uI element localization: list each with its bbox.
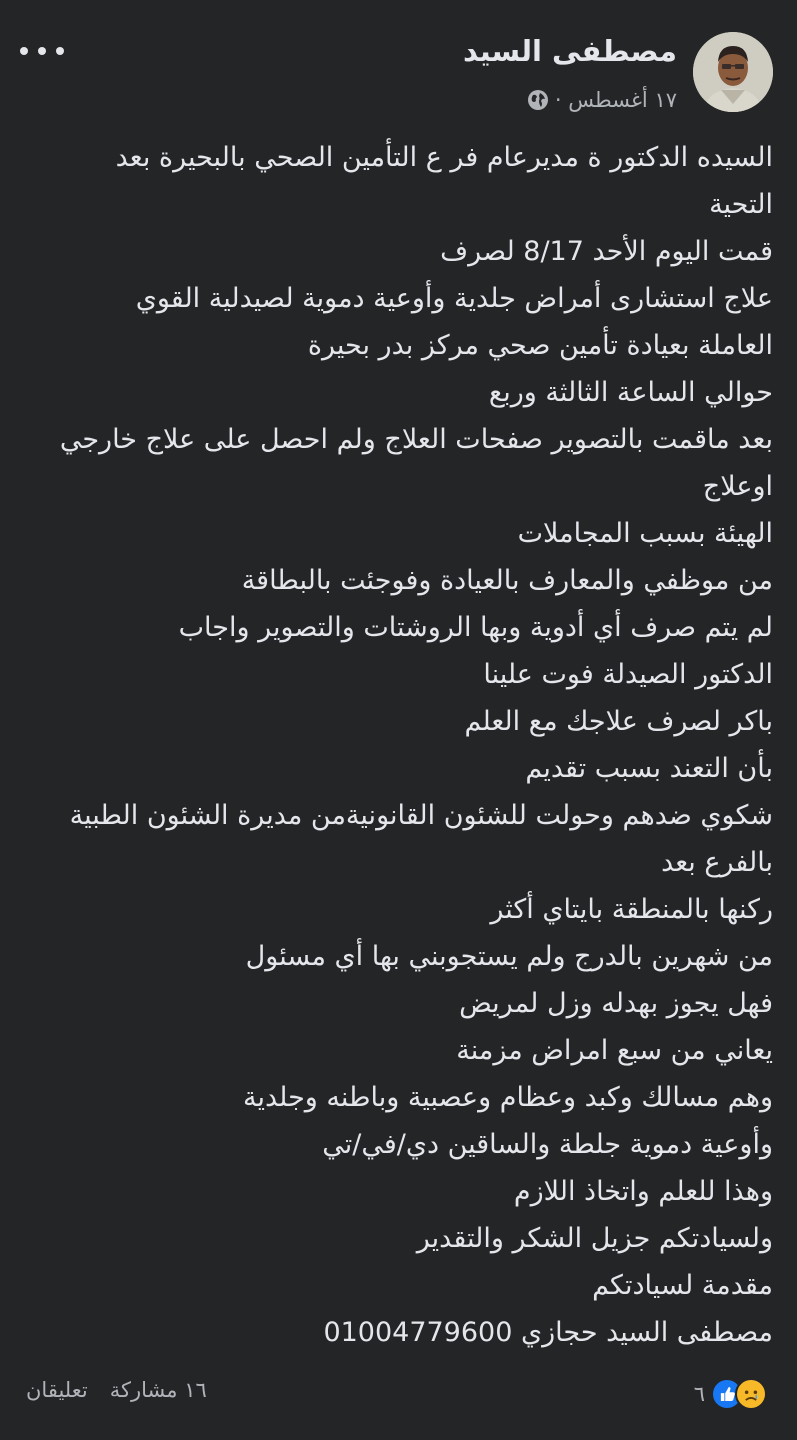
more-options-icon xyxy=(20,47,28,55)
post-text-line: من موظفي والمعارف بالعيادة وفوجئت بالبطاقة xyxy=(241,565,773,596)
comments-count[interactable]: تعليقان xyxy=(26,1378,88,1402)
post-text-line: مصطفى السيد حجازي 01004779600 xyxy=(323,1317,773,1348)
post-text-line: اوعلاج xyxy=(702,471,773,502)
post-text-line: ولسيادتكم جزيل الشكر والتقدير xyxy=(416,1223,773,1254)
reaction-count: ٦ xyxy=(693,1382,705,1406)
avatar[interactable] xyxy=(693,32,773,112)
more-options-icon xyxy=(38,47,46,55)
post-text-line: وأوعية دموية جلطة والساقين دي/في/تي xyxy=(322,1129,773,1160)
post-header xyxy=(0,0,797,130)
post-text-line: قمت اليوم الأحد 8/17 لصرف xyxy=(440,236,773,267)
post-text-line: وهم مسالك وكبد وعظام وعصبية وباطنه وجلدية xyxy=(242,1082,773,1113)
more-options-button[interactable] xyxy=(20,38,64,64)
post-text-line: ركنها بالمنطقة بايتاي أكثر xyxy=(490,894,773,925)
post-text-line: السيده الدكتور ة مديرعام فر ع التأمين الصحي بالبحيرة بعد xyxy=(115,142,773,173)
post-text-line: بأن التعند بسبب تقديم xyxy=(525,753,773,784)
shares-count[interactable]: ١٦ مشاركة xyxy=(109,1378,207,1402)
post-text-line: وهذا للعلم واتخاذ اللازم xyxy=(513,1176,773,1207)
reactions-summary[interactable] xyxy=(694,1376,767,1412)
post-footer xyxy=(0,1372,797,1416)
more-options-icon xyxy=(56,47,64,55)
post-text-line: شكوي ضدهم وحولت للشئون القانونيةمن مديرة الشئون الطبية xyxy=(69,800,773,831)
post-text-line: الهيئة بسبب المجاملات xyxy=(517,518,773,549)
post-text-line: الدكتور الصيدلة فوت علينا xyxy=(483,659,773,690)
post-text-line: باكر لصرف علاجك مع العلم xyxy=(464,706,773,737)
post-text-line: من شهرين بالدرج ولم يستجوبني بها أي مسئول xyxy=(245,941,773,972)
post-text-line: بعد ماقمت بالتصوير صفحات العلاج ولم احصل على علاج خارجي xyxy=(59,424,773,455)
sad-reaction-icon xyxy=(735,1378,767,1410)
post-text-line: فهل يجوز بهدله وزل لمريض xyxy=(459,988,773,1019)
post-text-line: بالفرع بعد xyxy=(661,847,773,878)
post-text-line: علاج استشارى أمراض جلدية وأوعية دموية لصيدلية القوي xyxy=(135,283,773,314)
post-text-line: التحية xyxy=(709,189,773,220)
post-text xyxy=(13,134,773,1356)
author-name[interactable]: مصطفى السيد xyxy=(462,34,677,68)
post-meta xyxy=(527,86,677,114)
post-text-line: يعاني من سبع امراض مزمنة xyxy=(456,1035,773,1066)
post-date[interactable]: ١٧ أغسطس · xyxy=(554,88,677,112)
post-text-line: لم يتم صرف أي أدوية وبها الروشتات والتصوير واجاب xyxy=(178,612,773,643)
footer-stats xyxy=(26,1378,207,1402)
avatar-photo-icon xyxy=(693,32,773,112)
post-text-line: العاملة بعيادة تأمين صحي مركز بدر بحيرة xyxy=(307,330,773,361)
globe-icon[interactable] xyxy=(527,89,549,111)
post-text-line: حوالي الساعة الثالثة وربع xyxy=(488,377,773,408)
post-text-line: مقدمة لسيادتكم xyxy=(592,1270,773,1301)
